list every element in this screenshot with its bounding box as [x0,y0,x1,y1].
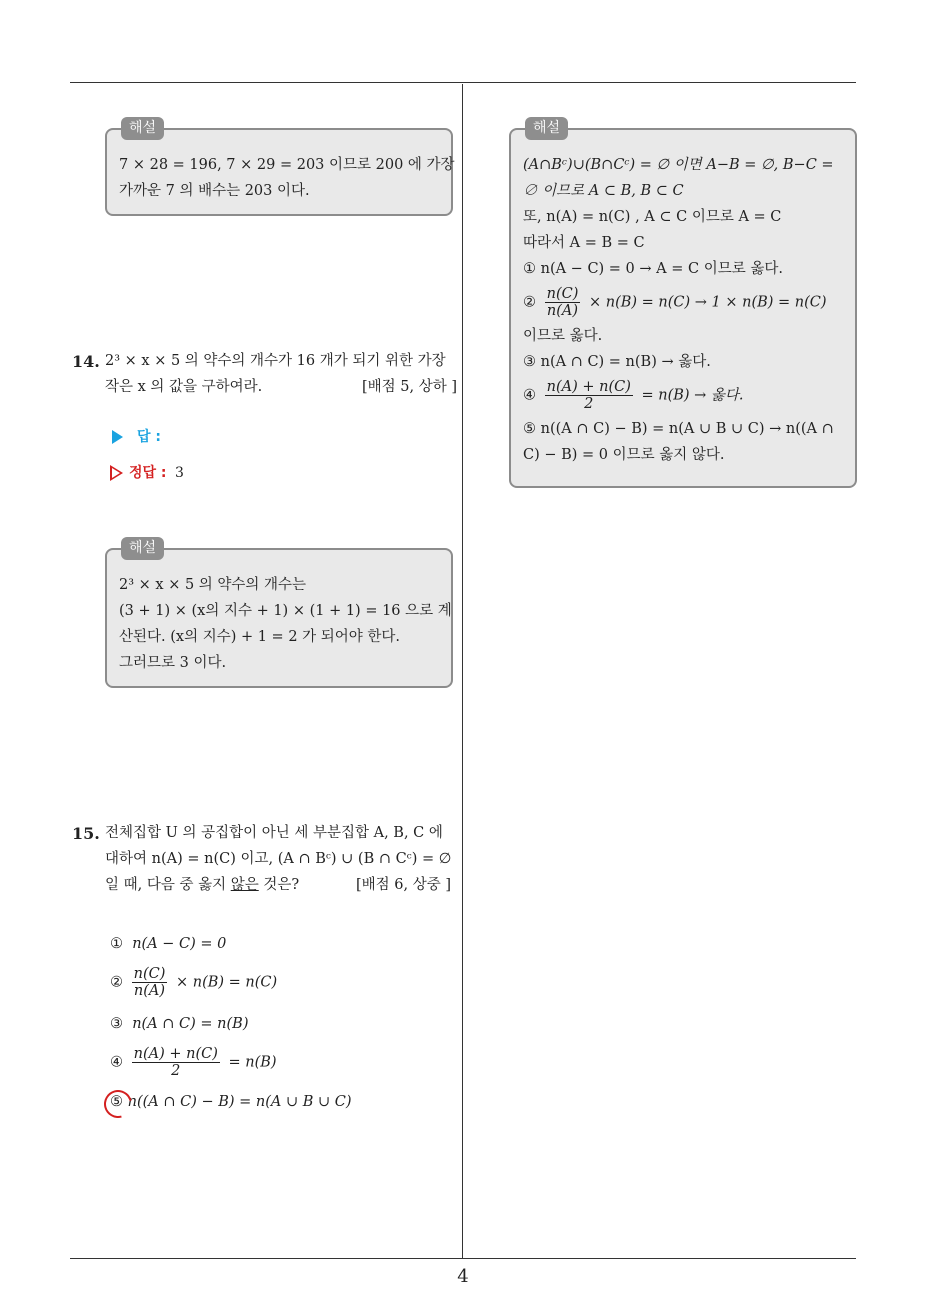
answer-row [112,426,161,446]
solution-line [523,286,843,319]
solution-box-15 [509,120,857,488]
fraction-denominator: n(A) [133,983,166,999]
correct-label: 정답 : [129,465,167,481]
solution-line: (3 + 1) × (x의 지수 + 1) × (1 + 1) = 16 으로 계 [119,603,452,619]
choice-mark: ② [523,294,536,311]
question-line: 것은? [258,877,300,893]
fraction-denominator: 2 [584,396,594,412]
solution-line: 2³ × x × 5 의 약수의 개수는 [119,577,307,593]
answer-label: 답 : [137,429,161,445]
choice-2[interactable] [110,966,277,999]
top-rule [70,82,856,83]
choice-mark: ① [110,936,123,952]
solution-line: (A∩Bᶜ)∪(B∩Cᶜ) = ∅ 이면 A−B = ∅, B−C = [523,157,834,173]
question-meta: [배점 5, 상하 ] [361,379,457,395]
solution-text: × n(B) = n(C) → 1 × n(B) = n(C) [588,294,827,311]
question-line: 2³ × x × 5 의 약수의 개수가 16 개가 되기 위한 가장 [105,353,446,369]
choice-text: × n(B) = n(C) [175,974,278,991]
fraction-numerator: n(A) + n(C) [133,1046,218,1062]
solution-tag: 해설 [525,117,568,140]
fraction [132,1046,220,1079]
solution-line: C) − B) = 0 이므로 옳지 않다. [523,447,725,463]
question-line: 일 때, 다음 중 옳지 [105,877,231,893]
question-number-15: 15. [72,824,100,843]
column-divider [462,84,463,1258]
solution-text: = n(B) → 옳다. [641,387,744,404]
correct-value: 3 [174,465,184,481]
question-text-14 [105,348,457,400]
fraction-denominator: 2 [171,1063,181,1079]
play-arrow-icon [112,430,123,444]
question-line-row [105,872,457,898]
solution-line: ⑤ n((A ∩ C) − B) = n(A ∪ B ∪ C) → n((A ∩ [523,421,834,437]
solution-line [523,379,843,412]
question-line: 대하여 n(A) = n(C) 이고, (A ∩ Bᶜ) ∪ (B ∩ Cᶜ) = ∅ [105,851,452,867]
solution-line: 가까운 7 의 배수는 203 이다. [119,183,310,199]
solution-line: 이므로 옳다. [523,328,603,344]
page-number: 4 [457,1266,469,1287]
choice-text: n(A ∩ C) = n(B) [132,1016,249,1032]
fraction [545,286,581,319]
solution-line: 7 × 28 = 196, 7 × 29 = 203 이므로 200 에 가장 [119,157,455,173]
choice-mark: ⑤ [110,1094,123,1110]
fraction-denominator: n(A) [546,303,579,319]
solution-line: ∅ 이므로 A ⊂ B, B ⊂ C [523,183,684,199]
solution-line: ③ n(A ∩ C) = n(B) → 옳다. [523,354,711,370]
choice-text: = n(B) [228,1054,277,1071]
red-circle-mark-icon [99,1085,137,1123]
solution-line: 그러므로 3 이다. [119,655,227,671]
fraction [132,966,168,999]
fraction-numerator: n(A) + n(C) [546,379,631,395]
question-text-15 [105,820,457,898]
fraction-numerator: n(C) [133,966,166,982]
choice-5[interactable] [110,1094,352,1110]
outline-arrow-icon [110,465,123,481]
solution-tag: 해설 [121,537,164,560]
choice-mark: ④ [110,1054,123,1071]
choice-3[interactable] [110,1016,248,1032]
question-line: 작은 x 의 값을 구하여라. [105,379,263,395]
solution-box-13 [105,120,455,216]
question-line: 전체집합 U 의 공집합이 아닌 세 부분집합 A, B, C 에 [105,825,443,841]
correct-answer-row [110,462,184,482]
underlined-word: 않은 [230,877,259,893]
choice-mark: ④ [523,387,536,404]
choice-mark: ② [110,974,123,991]
solution-box-14 [105,540,453,688]
question-line-row [105,374,457,400]
choice-1[interactable] [110,936,226,952]
choice-text: n(A − C) = 0 [132,936,227,952]
question-meta: [배점 6, 상중 ] [355,877,451,893]
solution-line: 따라서 A = B = C [523,235,645,251]
bottom-rule [70,1258,856,1259]
solution-line: 또, n(A) = n(C) , A ⊂ C 이므로 A = C [523,209,782,225]
question-number-14: 14. [72,352,100,371]
fraction-numerator: n(C) [546,286,579,302]
choice-mark: ③ [110,1016,123,1032]
solution-tag: 해설 [121,117,164,140]
choice-text: n((A ∩ C) − B) = n(A ∪ B ∪ C) [127,1094,352,1110]
solution-line: ① n(A − C) = 0 → A = C 이므로 옳다. [523,261,783,277]
choice-4[interactable] [110,1046,277,1079]
fraction [545,379,633,412]
solution-line: 산된다. (x의 지수) + 1 = 2 가 되어야 한다. [119,629,401,645]
